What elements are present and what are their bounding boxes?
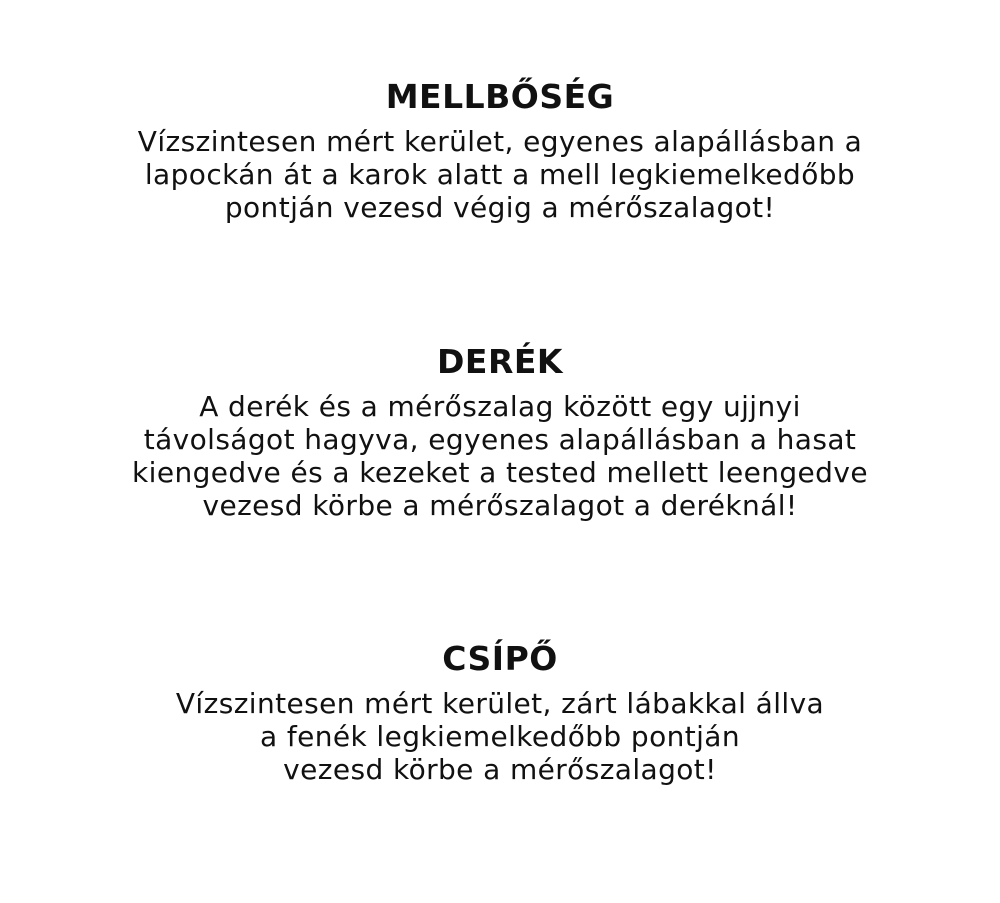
chest-instruction-line: lapockán át a karok alatt a mell legkiemelkedőbb	[144, 158, 856, 191]
waist-measurement-section	[0, 342, 1000, 522]
hip-heading: CSÍPŐ	[442, 639, 558, 678]
hip-instruction-line: vezesd körbe a mérőszalagot!	[283, 753, 717, 786]
chest-instruction-line: Vízszintesen mért kerület, egyenes alapállásban a	[137, 125, 863, 158]
hip-measurement-section	[0, 639, 1000, 786]
hip-instruction-line: a fenék legkiemelkedőbb pontján	[259, 720, 741, 753]
waist-instructions	[0, 390, 1000, 522]
waist-instruction-line: A derék és a mérőszalag között egy ujjnyi	[199, 390, 801, 423]
hip-instruction-line: Vízszintesen mért kerület, zárt lábakkal állva	[175, 687, 825, 720]
chest-measurement-section	[0, 77, 1000, 224]
waist-instruction-line: kiengedve és a kezeket a tested mellett leengedve	[132, 456, 868, 489]
waist-instruction-line: távolságot hagyva, egyenes alapállásban a hasat	[143, 423, 857, 456]
hip-instructions	[0, 687, 1000, 786]
waist-heading: DERÉK	[437, 342, 563, 381]
chest-instruction-line: pontján vezesd végig a mérőszalagot!	[224, 191, 776, 224]
waist-instruction-line: vezesd körbe a mérőszalagot a deréknál!	[202, 489, 798, 522]
chest-instructions	[0, 125, 1000, 224]
chest-heading: MELLBŐSÉG	[385, 77, 615, 116]
